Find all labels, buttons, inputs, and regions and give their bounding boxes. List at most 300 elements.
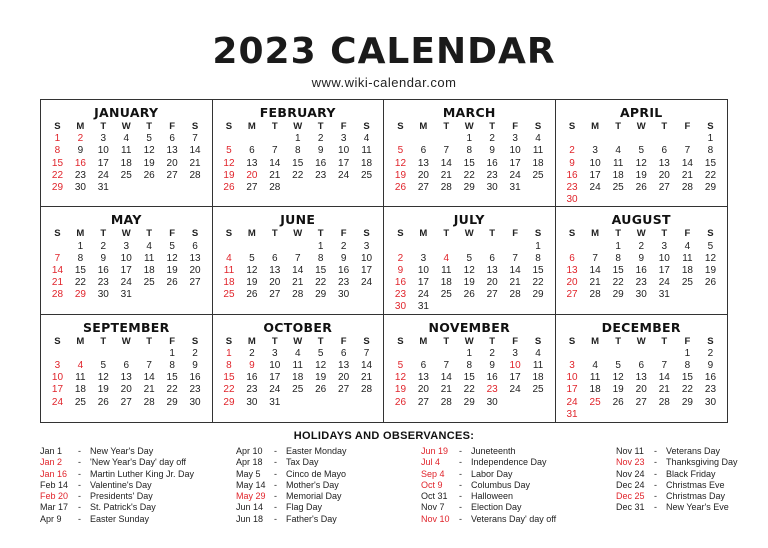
- day-cell: 11: [223, 264, 235, 276]
- day-cell: 12: [315, 360, 327, 372]
- day-cell: 23: [315, 169, 327, 181]
- holiday-name: Tax Day: [286, 457, 319, 468]
- empty-day: [630, 194, 653, 206]
- day-cell: 18: [360, 157, 373, 169]
- day-cell: 15: [74, 264, 86, 276]
- empty-day: [584, 409, 607, 421]
- day-cell: 6: [123, 360, 130, 372]
- day-cell: 7: [443, 145, 450, 157]
- weekday-label: S: [707, 228, 714, 240]
- day-cell: 4: [592, 360, 598, 372]
- weekday-label: T: [146, 335, 153, 347]
- day-cell: 2: [77, 133, 84, 145]
- day-cell: 17: [51, 384, 64, 396]
- day-cell: 2: [638, 240, 645, 252]
- day-cell: 20: [486, 277, 498, 289]
- weekday-label: T: [146, 228, 153, 240]
- weekday-label: F: [684, 335, 691, 347]
- day-cell: 28: [143, 396, 155, 408]
- day-cell: 30: [566, 194, 578, 206]
- day-cell: 25: [120, 169, 132, 181]
- day-cell: 1: [294, 133, 301, 145]
- day-cell: 1: [684, 347, 691, 359]
- holiday-row: [236, 469, 416, 480]
- day-cell: 10: [417, 264, 429, 276]
- month-name: OCTOBER: [263, 319, 333, 335]
- holiday-date: Feb 14: [40, 479, 69, 490]
- day-cell: 8: [684, 360, 691, 372]
- week-row: [218, 348, 379, 360]
- holidays-heading: HOLIDAYS AND OBSERVANCES:: [293, 430, 475, 442]
- weekday-label: S: [534, 121, 542, 132]
- day-cell: 24: [97, 169, 109, 181]
- page-title: 2023 CALENDAR: [212, 31, 556, 72]
- holiday-row: [40, 502, 220, 513]
- day-cell: 21: [681, 169, 693, 181]
- day-cell: 26: [166, 277, 178, 289]
- day-cell: 22: [704, 169, 717, 181]
- day-cell: 6: [489, 252, 495, 264]
- holiday-dash: -: [459, 457, 462, 468]
- day-cell: 16: [704, 372, 717, 384]
- empty-day: [69, 348, 92, 360]
- day-cell: 5: [397, 145, 404, 157]
- week-row: [561, 241, 723, 253]
- day-cell: 6: [569, 252, 575, 264]
- day-cell: 4: [443, 252, 450, 264]
- day-cell: 28: [440, 396, 452, 408]
- holiday-date: Nov 7: [421, 502, 445, 513]
- day-cell: 15: [463, 157, 475, 169]
- day-cell: 5: [397, 360, 404, 372]
- day-cell: 16: [74, 157, 86, 169]
- day-cell: 12: [612, 372, 624, 384]
- empty-day: [458, 301, 481, 313]
- holiday-row: [421, 457, 601, 468]
- day-cell: 18: [292, 372, 304, 384]
- empty-day: [504, 241, 527, 253]
- empty-day: [332, 397, 355, 409]
- day-cell: 24: [338, 169, 350, 181]
- holiday-row: [616, 491, 768, 502]
- weekday-label: T: [615, 335, 622, 347]
- day-cell: 26: [463, 289, 475, 301]
- day-cell: 4: [146, 240, 152, 252]
- month-august: [556, 207, 728, 314]
- weekday-label: M: [76, 228, 85, 240]
- day-cell: 10: [360, 252, 373, 264]
- day-cell: 6: [272, 252, 278, 264]
- holiday-row: [236, 457, 416, 468]
- holiday-dash: -: [78, 446, 81, 456]
- day-cell: 28: [292, 289, 304, 301]
- day-cell: 21: [189, 157, 201, 169]
- day-cell: 25: [360, 169, 373, 181]
- holiday-name: Labor Day: [471, 468, 513, 479]
- month-june: [213, 207, 385, 314]
- day-cell: 23: [338, 277, 350, 289]
- empty-day: [607, 133, 630, 145]
- week-row: [561, 194, 723, 206]
- holiday-row: [40, 491, 220, 502]
- day-cell: 18: [120, 157, 132, 169]
- holiday-row: [421, 502, 601, 513]
- holiday-date: May 14: [236, 479, 266, 490]
- day-cell: 24: [417, 289, 429, 301]
- day-cell: 31: [417, 301, 429, 313]
- weekday-label: S: [191, 228, 199, 240]
- day-cell: 21: [589, 277, 601, 289]
- day-cell: 10: [338, 145, 350, 157]
- day-cell: 2: [249, 347, 255, 359]
- week-row: [218, 265, 379, 277]
- day-cell: 26: [394, 181, 407, 193]
- day-cell: 10: [51, 372, 64, 384]
- day-cell: 23: [189, 384, 201, 396]
- empty-day: [92, 348, 115, 360]
- weekday-label: F: [684, 228, 691, 240]
- day-cell: 5: [169, 240, 175, 252]
- day-cell: 12: [635, 157, 647, 169]
- day-cell: 16: [315, 157, 327, 169]
- weekday-label: M: [591, 228, 600, 240]
- week-row: [46, 253, 207, 265]
- day-cell: 21: [509, 277, 521, 289]
- weekday-label: S: [397, 335, 404, 347]
- day-cell: 26: [97, 396, 109, 408]
- month-name: FEBRUARY: [259, 105, 336, 120]
- weekday-label: W: [121, 335, 131, 347]
- day-cell: 5: [615, 360, 621, 372]
- day-cell: 29: [74, 289, 86, 301]
- week-row: [561, 145, 723, 157]
- day-cell: 20: [338, 372, 350, 384]
- day-cell: 19: [166, 264, 178, 276]
- day-cell: 28: [269, 181, 281, 193]
- holiday-dash: -: [274, 457, 277, 468]
- day-cell: 29: [612, 289, 624, 301]
- day-cell: 1: [317, 240, 324, 252]
- day-cell: 26: [143, 169, 155, 181]
- day-cell: 19: [315, 372, 327, 384]
- week-row: [218, 158, 379, 170]
- day-cell: 17: [97, 157, 109, 169]
- empty-day: [286, 241, 309, 253]
- day-cell: 20: [189, 264, 201, 276]
- month-name: APRIL: [619, 105, 663, 120]
- day-cell: 16: [566, 169, 578, 181]
- weekday-label: T: [100, 335, 107, 347]
- weekday-label: T: [317, 121, 324, 132]
- weekday-label: M: [419, 228, 428, 240]
- day-cell: 17: [658, 264, 670, 276]
- holiday-dash: -: [78, 513, 81, 524]
- day-cell: 22: [51, 169, 64, 181]
- weekday-header: [218, 336, 379, 348]
- day-cell: 3: [592, 145, 598, 157]
- empty-day: [630, 133, 653, 145]
- empty-day: [389, 133, 412, 145]
- empty-day: [561, 241, 584, 253]
- empty-day: [584, 241, 607, 253]
- day-cell: 19: [612, 384, 624, 396]
- week-row: [46, 277, 207, 289]
- week-row: [561, 253, 723, 265]
- holiday-row: [236, 446, 416, 457]
- week-row: [561, 289, 723, 301]
- week-row: [218, 397, 379, 409]
- empty-day: [412, 348, 435, 360]
- empty-day: [218, 241, 241, 253]
- day-cell: 5: [466, 252, 473, 264]
- month-name: JANUARY: [94, 105, 159, 120]
- empty-day: [699, 194, 722, 206]
- day-cell: 25: [74, 396, 86, 408]
- day-cell: 7: [54, 252, 61, 264]
- day-cell: 17: [589, 169, 601, 181]
- day-cell: 21: [360, 372, 373, 384]
- weekday-label: S: [225, 335, 233, 347]
- holiday-name: Veterans Day: [666, 446, 721, 456]
- day-cell: 16: [246, 372, 258, 384]
- week-row: [218, 170, 379, 182]
- empty-day: [676, 133, 699, 145]
- day-cell: 4: [363, 133, 370, 145]
- day-cell: 26: [612, 396, 624, 408]
- holiday-name: Memorial Day: [286, 491, 342, 502]
- empty-day: [699, 289, 722, 301]
- week-row: [46, 241, 207, 253]
- week-row: [389, 348, 550, 360]
- day-cell: 8: [77, 252, 84, 264]
- day-cell: 12: [246, 264, 258, 276]
- week-row: [389, 372, 550, 384]
- day-cell: 21: [143, 384, 155, 396]
- day-cell: 22: [292, 169, 304, 181]
- holiday-name: Black Friday: [666, 468, 716, 479]
- weekday-label: S: [397, 228, 404, 240]
- holiday-dash: -: [274, 468, 277, 479]
- week-row: [46, 384, 207, 396]
- month-name: JULY: [453, 212, 485, 228]
- weekday-label: F: [512, 121, 518, 132]
- day-cell: 9: [249, 360, 255, 372]
- holiday-dash: -: [459, 446, 462, 456]
- day-cell: 1: [535, 240, 541, 252]
- day-cell: 13: [658, 157, 670, 169]
- holiday-date: Dec 24: [616, 479, 645, 490]
- day-cell: 14: [509, 264, 521, 276]
- weekday-label: W: [636, 121, 646, 132]
- day-cell: 27: [189, 277, 201, 289]
- day-cell: 5: [100, 360, 107, 372]
- holiday-column: [236, 446, 416, 525]
- empty-day: [218, 133, 241, 145]
- day-cell: 15: [612, 264, 624, 276]
- month-name: DECEMBER: [601, 319, 681, 335]
- weekday-label: W: [636, 228, 646, 240]
- weekday-label: W: [464, 228, 474, 240]
- empty-day: [630, 348, 653, 360]
- day-cell: 11: [441, 264, 452, 276]
- holiday-row: [421, 469, 601, 480]
- empty-day: [309, 182, 332, 194]
- empty-day: [389, 348, 412, 360]
- holiday-date: Nov 11: [616, 446, 644, 456]
- holiday-name: Election Day: [471, 502, 522, 513]
- day-cell: 3: [512, 347, 518, 359]
- holiday-name: Christmas Day: [666, 491, 726, 502]
- holiday-date: Nov 23: [616, 457, 645, 468]
- day-cell: 18: [74, 384, 86, 396]
- weekday-label: W: [464, 121, 474, 132]
- month-name: NOVEMBER: [428, 319, 510, 335]
- weekday-label: S: [363, 121, 370, 132]
- weekday-label: T: [489, 228, 496, 240]
- empty-day: [699, 409, 722, 421]
- day-cell: 27: [486, 289, 498, 301]
- day-cell: 2: [100, 240, 107, 252]
- week-row: [389, 170, 550, 182]
- day-cell: 24: [509, 384, 521, 396]
- day-cell: 20: [166, 157, 178, 169]
- day-cell: 19: [97, 384, 109, 396]
- day-cell: 27: [120, 396, 132, 408]
- holiday-date: May 29: [236, 491, 266, 502]
- weekday-label: T: [615, 228, 622, 240]
- day-cell: 21: [440, 169, 452, 181]
- empty-day: [561, 348, 584, 360]
- empty-day: [138, 348, 161, 360]
- weekday-label: F: [169, 335, 175, 347]
- weekday-label: W: [636, 335, 646, 347]
- day-cell: 27: [566, 289, 578, 301]
- week-row: [218, 241, 379, 253]
- empty-day: [435, 348, 458, 360]
- day-cell: 23: [394, 289, 407, 301]
- day-cell: 23: [246, 384, 258, 396]
- day-cell: 30: [246, 396, 258, 408]
- weekday-label: T: [100, 228, 107, 240]
- week-row: [389, 289, 550, 301]
- day-cell: 26: [394, 396, 407, 408]
- day-cell: 11: [589, 372, 601, 384]
- empty-day: [389, 241, 412, 253]
- day-cell: 21: [658, 384, 670, 396]
- empty-day: [115, 182, 138, 194]
- day-cell: 19: [463, 277, 475, 289]
- weekday-label: T: [661, 228, 668, 240]
- day-cell: 7: [592, 252, 598, 264]
- weekday-label: S: [54, 228, 61, 240]
- day-cell: 27: [269, 289, 281, 301]
- day-cell: 31: [566, 408, 578, 420]
- day-cell: 9: [77, 145, 84, 157]
- weekday-header: [561, 228, 723, 240]
- holiday-dash: -: [274, 491, 277, 502]
- day-cell: 29: [51, 181, 64, 193]
- empty-day: [184, 289, 207, 301]
- day-cell: 9: [707, 360, 714, 372]
- month-november: [384, 315, 556, 422]
- day-cell: 18: [681, 264, 693, 276]
- day-cell: 28: [440, 181, 452, 193]
- holiday-dash: -: [459, 502, 462, 513]
- day-cell: 3: [363, 240, 370, 252]
- day-cell: 8: [294, 145, 301, 157]
- day-cell: 14: [658, 372, 670, 384]
- day-cell: 22: [223, 384, 235, 396]
- month-name: SEPTEMBER: [82, 319, 170, 335]
- week-row: [46, 289, 207, 301]
- day-cell: 5: [226, 145, 232, 157]
- weekday-label: S: [707, 335, 714, 347]
- holiday-date: Jul 4: [421, 457, 441, 468]
- week-row: [46, 170, 207, 182]
- day-cell: 14: [189, 145, 201, 157]
- day-cell: 30: [189, 396, 201, 408]
- day-cell: 30: [635, 289, 647, 301]
- day-cell: 5: [707, 240, 714, 252]
- day-cell: 29: [166, 396, 178, 408]
- holiday-dash: -: [78, 479, 81, 490]
- month-name: MARCH: [442, 105, 496, 120]
- holiday-dash: -: [78, 468, 81, 479]
- month-name: AUGUST: [611, 212, 671, 228]
- holiday-row: [236, 514, 416, 525]
- day-cell: 8: [535, 252, 541, 264]
- day-cell: 7: [684, 145, 691, 157]
- day-cell: 7: [443, 360, 450, 372]
- weekday-header: [46, 121, 207, 133]
- day-cell: 1: [615, 240, 621, 252]
- day-cell: 29: [463, 181, 475, 193]
- holiday-column: [616, 446, 768, 514]
- site-url: www.wiki-calendar.com: [311, 75, 457, 90]
- week-row: [46, 182, 207, 194]
- day-cell: 30: [704, 396, 717, 408]
- weekday-label: M: [76, 121, 85, 132]
- day-cell: 6: [249, 145, 255, 157]
- day-cell: 22: [166, 384, 178, 396]
- holiday-name: Columbus Day: [471, 479, 531, 490]
- holiday-column: [421, 446, 601, 525]
- day-cell: 20: [417, 384, 429, 396]
- day-cell: 22: [315, 277, 327, 289]
- holiday-name: New Year's Day: [90, 446, 154, 456]
- day-cell: 24: [589, 181, 601, 193]
- empty-day: [653, 133, 676, 145]
- empty-day: [607, 409, 630, 421]
- day-cell: 26: [315, 384, 327, 396]
- empty-day: [355, 182, 378, 194]
- day-cell: 16: [394, 277, 407, 289]
- empty-day: [46, 348, 69, 360]
- day-cell: 18: [532, 372, 544, 384]
- weekday-label: S: [707, 121, 714, 132]
- day-cell: 1: [169, 347, 175, 359]
- weekday-label: M: [419, 335, 428, 347]
- day-cell: 21: [440, 384, 452, 396]
- weekday-label: S: [191, 335, 199, 347]
- day-cell: 2: [192, 347, 198, 359]
- day-cell: 29: [681, 396, 693, 408]
- holiday-date: Nov 10: [421, 513, 450, 524]
- week-row: [389, 145, 550, 157]
- empty-day: [561, 133, 584, 145]
- day-cell: 2: [317, 133, 324, 145]
- day-cell: 17: [566, 384, 578, 396]
